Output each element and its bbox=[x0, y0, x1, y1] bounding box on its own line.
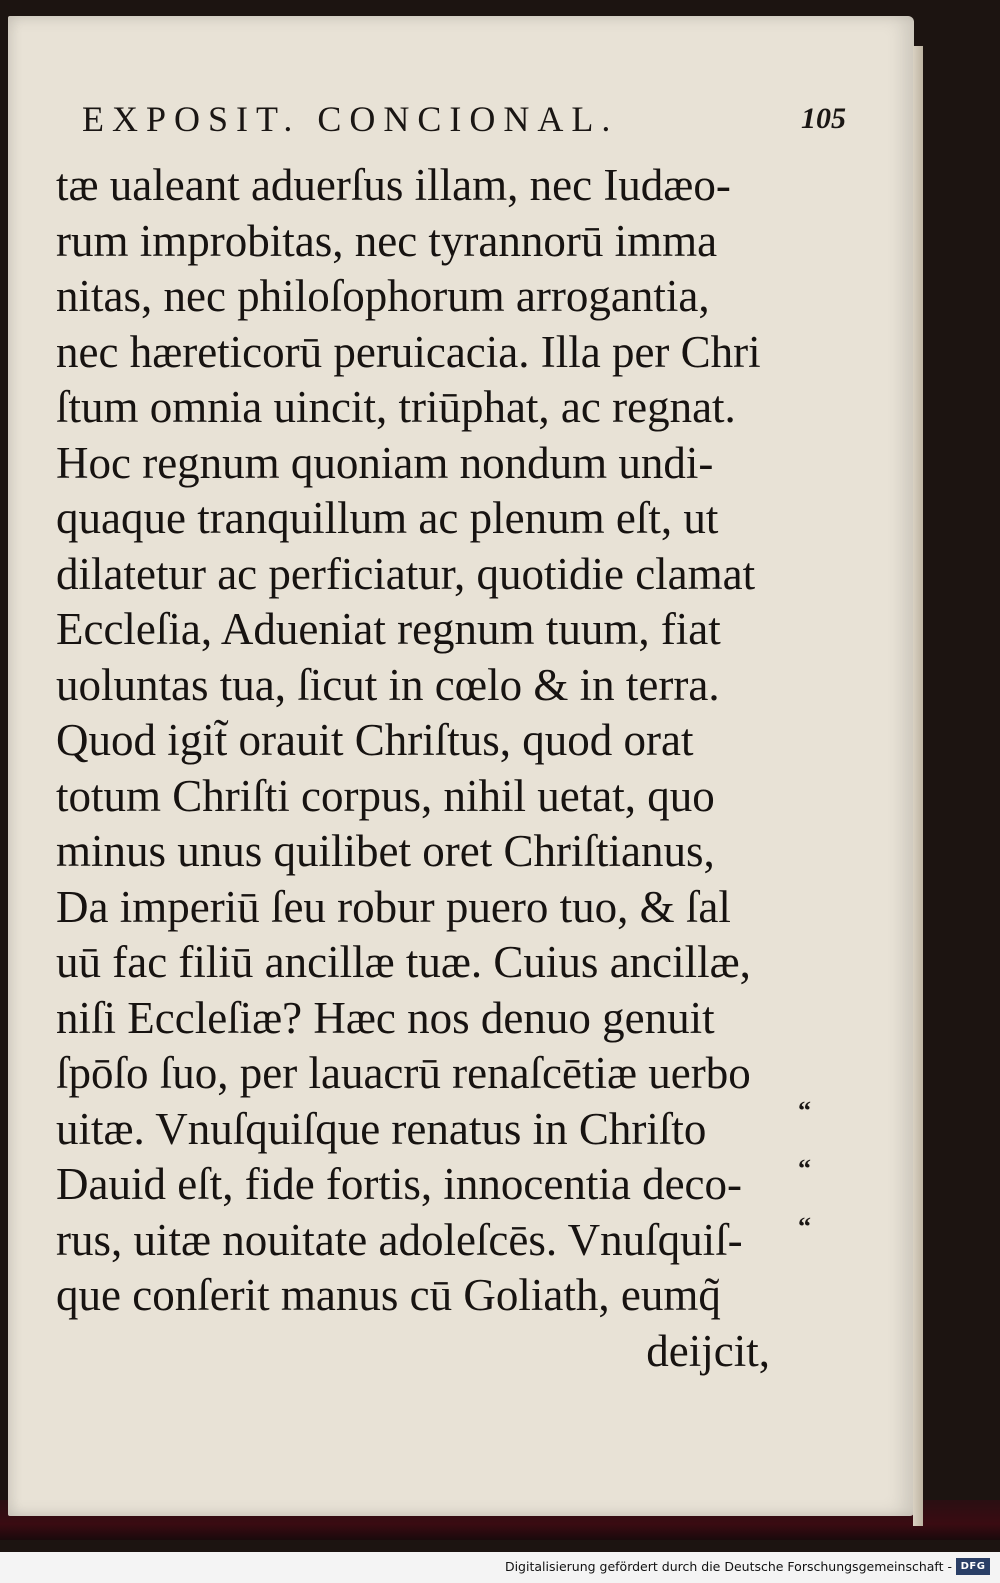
text-line: niſi Eccleſiæ? Hæc nos denuo genuit bbox=[56, 992, 715, 1043]
text-line: uoluntas tua, ſicut in cœlo & in terra. bbox=[56, 659, 720, 710]
text-line: tæ ualeant aduerſus illam, nec Iudæo- bbox=[56, 160, 731, 210]
running-head: EXPOSIT. CONCIONAL. bbox=[82, 99, 619, 139]
text-line: uū fac filiū ancillæ tuæ. Cuius ancillæ, bbox=[56, 937, 751, 987]
catchword: deijcit, bbox=[646, 1325, 770, 1376]
text-line: ſpōſo ſuo, per lauacrū renaſcētiæ uerbo bbox=[56, 1048, 751, 1098]
text-line: dilatetur ac perficiatur, quotidie clamat bbox=[56, 548, 756, 599]
dfg-logo: DFG bbox=[956, 1558, 990, 1575]
text-line: rus, uitæ nouitate adoleſcēs. Vnuſquiſ- bbox=[56, 1214, 743, 1265]
page-number: 105 bbox=[801, 102, 846, 135]
text-line: quaque tranquillum ac plenum eſt, ut bbox=[56, 493, 719, 543]
text-line: nec hæreticorū peruicacia. Illa per Chri bbox=[56, 326, 761, 377]
margin-quote-marks bbox=[798, 1082, 828, 1256]
page-edge bbox=[913, 46, 923, 1526]
funding-notice: Digitalisierung gefördert durch die Deutsche Forschungsgemeinschaft - bbox=[504, 1559, 952, 1574]
text-line: totum Chriſti corpus, nihil uetat, quo bbox=[56, 770, 715, 821]
text-line: que conſerit manus cū Goliath, eumq̃ bbox=[56, 1270, 721, 1320]
quote-mark: “ bbox=[798, 1096, 811, 1125]
text-line: Quod igit̃ orauit Chriſtus, quod orat bbox=[56, 715, 694, 765]
text-line: nitas, nec philoſophorum arrogantia, bbox=[56, 271, 710, 321]
text-line: uitæ. Vnuſquiſque renatus in Chriſto bbox=[56, 1103, 707, 1154]
text-line: Eccleſia, Adueniat regnum tuum, fiat bbox=[56, 604, 721, 654]
text-line: Hoc regnum quoniam nondum undi- bbox=[56, 437, 714, 488]
quote-mark: “ bbox=[798, 1154, 811, 1183]
quote-mark: “ bbox=[798, 1212, 811, 1241]
text-line: rum improbitas, nec tyrannorū imma bbox=[56, 215, 718, 266]
footer-bar bbox=[0, 1552, 1000, 1583]
body-text bbox=[56, 158, 776, 1379]
text-line: Da imperiū ſeu robur puero tuo, & ſal bbox=[56, 881, 731, 932]
text-line: Dauid eſt, fide fortis, innocentia deco- bbox=[56, 1159, 743, 1209]
page-header bbox=[76, 98, 846, 148]
text-line: minus unus quilibet oret Chriſtianus, bbox=[56, 826, 715, 876]
text-line: ſtum omnia uincit, triūphat, ac regnat. bbox=[56, 382, 736, 432]
